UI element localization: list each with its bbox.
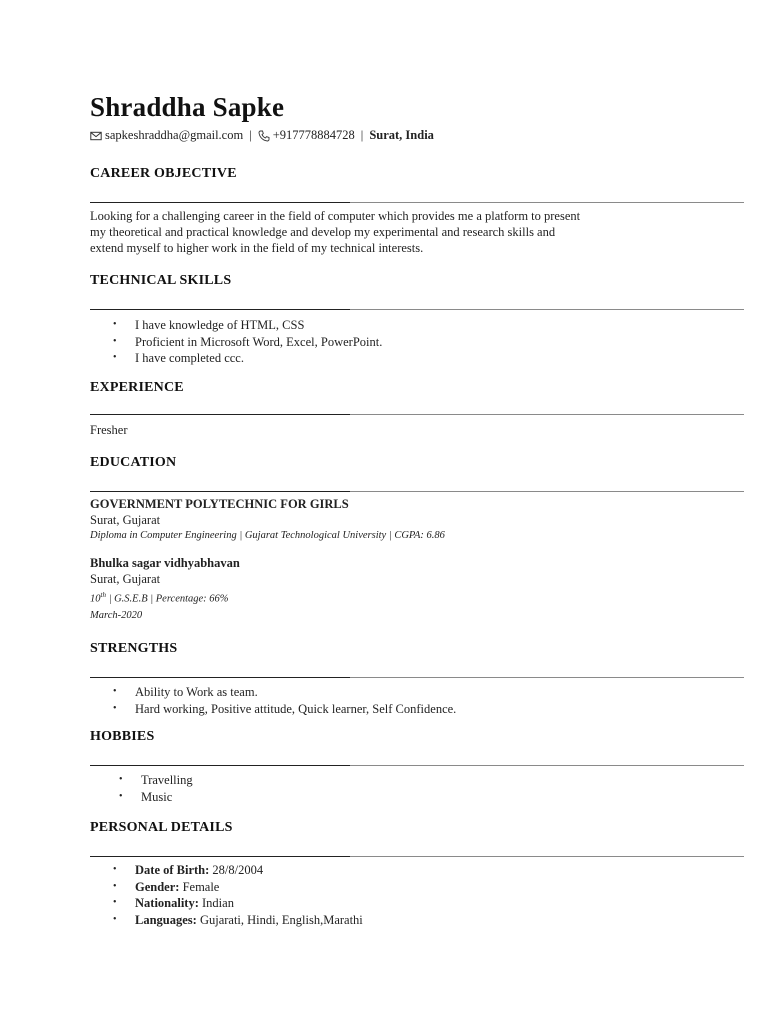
section-divider	[90, 202, 744, 203]
list-item	[113, 912, 363, 929]
detail-value: Indian	[198, 896, 234, 910]
school-place: Surat, Gujarat	[90, 513, 161, 527]
detail-label: Nationality:	[135, 896, 199, 910]
degree-detail	[90, 587, 240, 608]
education-entry	[90, 496, 445, 544]
location: Surat, India	[369, 128, 434, 142]
detail-label: Gender:	[135, 879, 180, 894]
list-item: • Music	[119, 789, 193, 806]
list-item: • I have completed ccc.	[113, 350, 382, 367]
section-divider	[90, 309, 744, 310]
contact-line	[90, 128, 434, 143]
section-title-hobbies: HOBBIES	[90, 729, 155, 744]
experience-text: Fresher	[90, 423, 128, 437]
strengths-list	[113, 684, 456, 717]
degree-detail: Diploma in Computer Engineering | Gujarat Technological University | CGPA: 6.86	[90, 530, 445, 541]
section-title-experience: EXPERIENCE	[90, 380, 184, 395]
school-name: GOVERNMENT POLYTECHNIC FOR GIRLS	[90, 497, 349, 511]
hobbies-list	[119, 772, 193, 805]
section-title-education: EDUCATION	[90, 455, 177, 470]
personal-details-list	[113, 862, 363, 928]
technical-skills-list	[113, 317, 382, 367]
objective-line: my theoretical and practical knowledge and develop my experimental and research skills and	[90, 225, 556, 239]
grade-suffix: th	[100, 591, 106, 599]
contact-separator: |	[360, 128, 364, 142]
section-divider	[90, 491, 744, 492]
phone-number[interactable]: +917778884728	[272, 128, 355, 142]
detail-label: Date of Birth:	[135, 863, 210, 877]
objective-line: extend myself to higher work in the field of my technical interests.	[90, 241, 424, 255]
grade-number: 10	[90, 593, 101, 605]
detail-label: Languages:	[135, 912, 197, 927]
section-title-career-objective: CAREER OBJECTIVE	[90, 166, 237, 181]
list-item: • Hard working, Positive attitude, Quick learner, Self Confidence.	[113, 701, 456, 718]
list-item: • Ability to Work as team.	[113, 684, 456, 701]
school-name: Bhulka sagar vidhyabhavan	[90, 556, 240, 570]
section-divider	[90, 765, 744, 766]
list-item: • Travelling	[119, 772, 193, 789]
career-objective-text	[90, 208, 610, 256]
grade-rest: | G.S.E.B | Percentage: 66%	[105, 593, 229, 605]
section-title-technical-skills: TECHNICAL SKILLS	[90, 273, 232, 288]
detail-value: 28/8/2004	[209, 863, 264, 877]
section-divider	[90, 856, 744, 857]
list-item	[113, 862, 363, 879]
list-item: • I have knowledge of HTML, CSS	[113, 317, 382, 334]
envelope-icon	[90, 130, 102, 142]
school-place: Surat, Gujarat	[90, 572, 161, 586]
detail-value: Female	[179, 879, 220, 894]
education-entry	[90, 555, 240, 624]
list-item	[113, 895, 363, 912]
section-divider	[90, 414, 744, 415]
contact-separator: |	[249, 128, 252, 142]
phone-icon	[258, 130, 270, 142]
list-item: • Proficient in Microsoft Word, Excel, PowerPoint.	[113, 334, 382, 351]
email-link[interactable]: sapkeshraddha@gmail.com	[105, 128, 244, 142]
section-title-strengths: STRENGTHS	[90, 641, 178, 656]
detail-value: Gujarati, Hindi, English,Marathi	[196, 912, 363, 927]
completion-date: March-2020	[90, 609, 143, 621]
candidate-name: Shraddha Sapke	[90, 92, 285, 122]
section-title-personal-details: PERSONAL DETAILS	[90, 820, 233, 835]
list-item	[113, 879, 363, 896]
section-divider	[90, 677, 744, 678]
objective-line: Looking for a challenging career in the field of computer which provides me a platform to present	[90, 209, 581, 223]
